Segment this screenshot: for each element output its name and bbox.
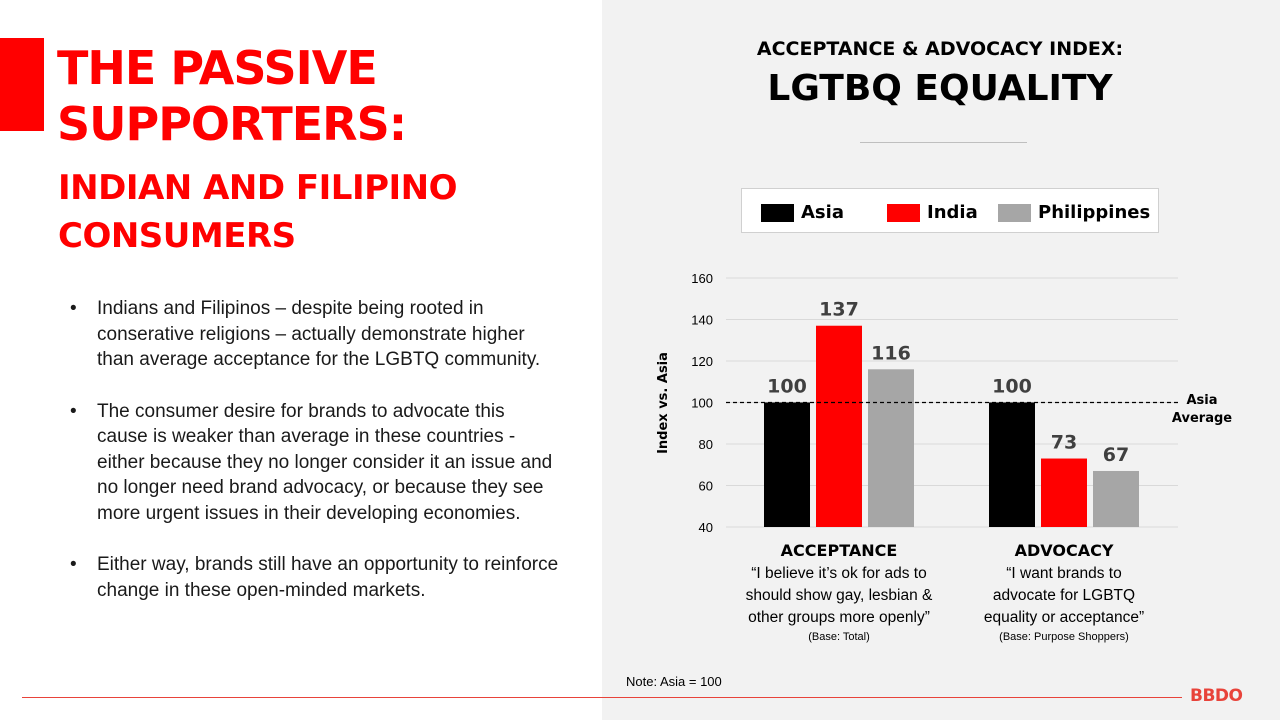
legend-swatch-asia — [761, 204, 794, 222]
data-label: 73 — [1050, 431, 1078, 454]
legend-label-philippines: Philippines — [1038, 202, 1151, 223]
slide-title: THE PASSIVE SUPPORTERS: — [57, 41, 407, 151]
bullet-dot: • — [70, 554, 77, 575]
title-divider — [860, 142, 1027, 143]
legend-label-asia: Asia — [801, 202, 844, 223]
slide-subtitle: INDIAN AND FILIPINO CONSUMERS — [58, 168, 458, 256]
footnote: Note: Asia = 100 — [626, 674, 722, 689]
bar-philippines-advocacy — [1093, 471, 1139, 527]
y-tick-label: 100 — [691, 395, 713, 411]
chart-kicker: ACCEPTANCE & ADVOCACY INDEX: — [756, 38, 1124, 60]
category-description: should show gay, lesbian & — [745, 587, 933, 604]
y-tick-label: 160 — [691, 271, 713, 286]
asia-average-label: Asia — [1186, 393, 1218, 408]
category-base: (Base: Total) — [808, 631, 870, 643]
chart-legend — [741, 188, 1159, 233]
bullet-item — [70, 296, 560, 373]
chart-title: LGTBQ EQUALITY — [767, 68, 1113, 109]
category-label: ADVOCACY — [1014, 541, 1114, 560]
data-label: 116 — [871, 342, 911, 365]
category-description: other groups more openly” — [748, 609, 930, 626]
y-axis-label: Index vs. Asia — [656, 352, 671, 454]
y-tick-label: 80 — [698, 437, 713, 452]
bar-asia-acceptance — [764, 403, 810, 528]
bullet-item — [70, 552, 560, 603]
data-label: 100 — [992, 375, 1032, 398]
category-base: (Base: Purpose Shoppers) — [999, 631, 1129, 643]
bullet-text: Indians and Filipinos – despite being rooted in conserative religions – actually demonstrate higher than average acceptance for the LGBTQ community. — [97, 298, 541, 370]
legend-label-india: India — [927, 202, 978, 223]
bar-india-advocacy — [1041, 459, 1087, 527]
bullet-list — [70, 296, 560, 629]
legend-swatch-india — [887, 204, 920, 222]
category-description: equality or acceptance” — [983, 609, 1145, 626]
category-description: advocate for LGBTQ — [992, 587, 1136, 604]
bullet-item — [70, 399, 560, 527]
asia-average-label: Average — [1171, 411, 1233, 426]
bullet-text: The consumer desire for brands to advocate this cause is weaker than average in these countries - either because they no longer consider it an issue and no longer need brand advocacy, or because they see more urgent issues in their developing economies. — [97, 400, 553, 524]
category-label: ACCEPTANCE — [780, 541, 898, 560]
data-label: 137 — [819, 298, 859, 321]
bar-india-acceptance — [816, 326, 862, 527]
footer-rule — [22, 697, 1182, 698]
data-label: 100 — [767, 375, 807, 398]
y-tick-label: 140 — [691, 312, 713, 328]
legend-swatch-philippines — [998, 204, 1031, 222]
y-tick-label: 60 — [698, 478, 713, 494]
category-description: “I want brands to — [1006, 565, 1122, 582]
red-accent-bar — [0, 38, 44, 131]
bar-philippines-acceptance — [868, 369, 914, 527]
bar-asia-advocacy — [989, 403, 1035, 528]
y-tick-label: 40 — [698, 520, 713, 535]
bullet-text: Either way, brands still have an opportunity to reinforce change in these open-minded markets. — [97, 554, 559, 601]
bbdo-logo: BBDO — [1190, 686, 1243, 706]
bullet-dot: • — [70, 298, 77, 319]
category-description: “I believe it’s ok for ads to — [751, 565, 927, 582]
data-label: 67 — [1102, 443, 1130, 466]
y-tick-label: 120 — [691, 354, 713, 369]
bar-chart — [620, 262, 1260, 652]
bullet-dot: • — [70, 400, 77, 422]
